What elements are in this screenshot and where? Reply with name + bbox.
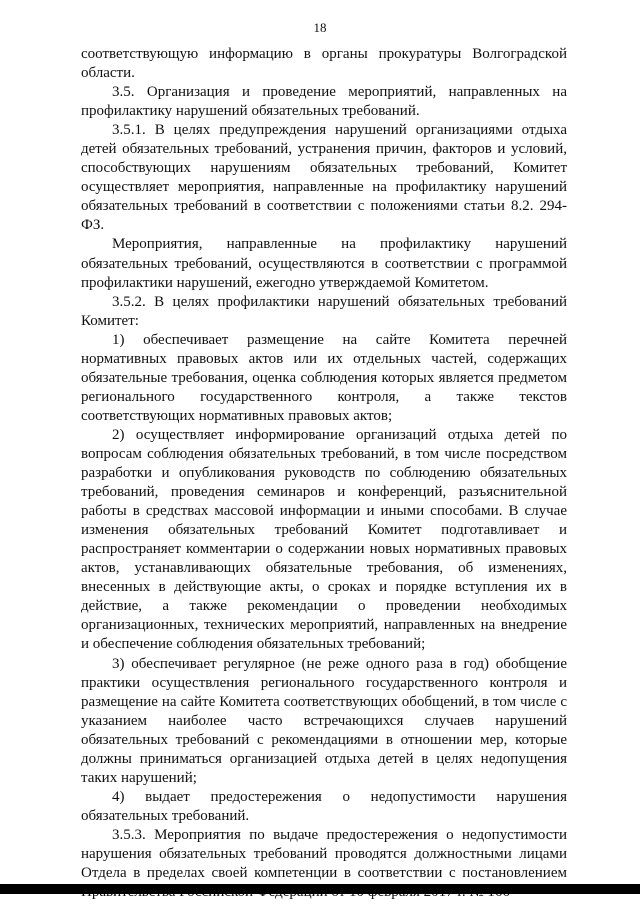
paragraph-4: Мероприятия, направленные на профилактику нарушений обязательных требований, осуществляются в соответствии с программой профилактики нарушений, ежегодно утверждаемой Комитетом. <box>81 236 567 291</box>
paragraph-9: 4) выдает предостережения о недопустимости нарушения обязательных требований. <box>81 788 567 824</box>
paragraph-2: 3.5. Организация и проведение мероприятий, направленных на профилактику нарушений обязательных требований. <box>81 84 567 120</box>
paragraph-1: соответствующую информацию в органы прокуратуры Волгоградской области. <box>81 46 567 82</box>
paragraph-6: 1) обеспечивает размещение на сайте Комитета перечней нормативных правовых актов или их отдельных частей, содержащих обязательные требования, оценка соблюдения которых является предметом регионального государственного контроля, а также текстов соответствующих нормативных правовых актов; <box>81 331 567 424</box>
scan-edge-bar <box>0 884 640 894</box>
paragraph-7: 2) осуществляет информирование организаций отдыха детей по вопросам соблюдения обязательных требований, в том числе посредством разработки и опубликования руководств по соблюдению обязательных требований, проведения семинаров и конференций, разъяснительной работы в средствах массовой информации и иными способами. В случае изменения обязательных требований Комитет подготавливает и распространяет комментарии о содержании новых нормативных правовых актов, устанавливающих обязательные требования, об изменениях, внесенных в действующие акты, о сроках и порядке вступления их в действие, а также рекомендации о проведении необходимых организационных, технических мероприятий, направленных на внедрение и обеспечение соблюдения обязательных требований; <box>81 426 567 653</box>
document-body <box>81 45 567 902</box>
paragraph-5: 3.5.2. В целях профилактики нарушений обязательных требований Комитет: <box>81 293 567 329</box>
paragraph-8: 3) обеспечивает регулярное (не реже одного раза в год) обобщение практики осуществления регионального государственного контроля и размещение на сайте Комитета соответствующих обобщений, в том числе с указанием наиболее часто встречающихся случаев нарушений обязательных требований с рекомендациями в отношении мер, которые должны приниматься организацией отдыха детей в целях недопущения таких нарушений; <box>81 655 567 786</box>
page-number: 18 <box>313 20 327 35</box>
paragraph-3: 3.5.1. В целях предупреждения нарушений организациями отдыха детей обязательных требований, устранения причин, факторов и условий, способствующих нарушениям обязательных требований, Комитет осуществляет мероприятия, направленные на профилактику нарушений обязательных требований в соответствии с положениями статьи 8.2. 294-ФЗ. <box>81 122 567 234</box>
paragraph-10: 3.5.3. Мероприятия по выдаче предостережения о недопустимости нарушения обязательных требований проводятся должностными лицами Отдела в пределах своей компетенции в соответствии с постановлением <box>81 826 567 882</box>
